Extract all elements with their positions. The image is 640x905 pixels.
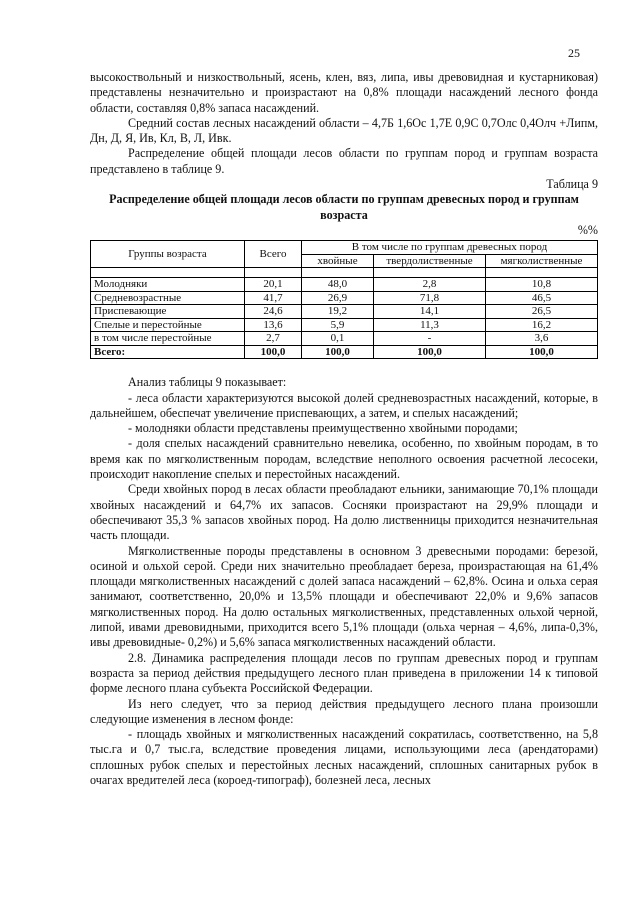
table-row [91, 278, 598, 292]
cell-conifer: 26,9 [302, 291, 374, 305]
cell-conifer: 19,2 [302, 305, 374, 319]
header-hardwood: твердолиственные [374, 254, 486, 268]
cell-softwood: 26,5 [486, 305, 598, 319]
cell-hardwood: 71,8 [374, 291, 486, 305]
row-name: Средневозрастные [91, 291, 245, 305]
row-name: Всего: [91, 345, 245, 359]
cell-softwood: 16,2 [486, 318, 598, 332]
table-row [91, 318, 598, 332]
header-softwood: мягколиственные [486, 254, 598, 268]
header-conifer: хвойные [302, 254, 374, 268]
cell-softwood: 10,8 [486, 278, 598, 292]
paragraph: Из него следует, что за период действия предыдущего лесного плана произошли следующие изменения в лесном фонде: [90, 696, 598, 726]
paragraph: Среди хвойных пород в лесах области преобладают ельники, занимающие 70,1% площади хвойных насаждений и 64,7% их запасов. Сосняки произрастают на 29,9% площади и обеспечивают 35,3 % запасов хвойных пород. На долю лиственницы приходится незначительная часть площади. [90, 482, 598, 543]
table-header-row [91, 241, 598, 255]
cell-total: 24,6 [245, 305, 302, 319]
header-age-group: Группы возраста [91, 241, 245, 268]
row-name: в том числе перестойные [91, 332, 245, 346]
cell-hardwood: 14,1 [374, 305, 486, 319]
row-name: Спелые и перестойные [91, 318, 245, 332]
cell-softwood: 46,5 [486, 291, 598, 305]
paragraph: Распределение общей площади лесов области по группам пород и группам возраста представлено в таблице 9. [90, 146, 598, 176]
paragraph: - площадь хвойных и мягколиственных насаждений сократилась, соответственно, на 5,8 тыс.га и 0,7 тыс.га, вследствие проведения лицами, использующими леса (арендаторами) сплошных рубок спелых и перестойных лесных насаждений, сплошных санитарных рубок в очагах вредителей леса (короед-типограф), болезней леса, лесных [90, 727, 598, 787]
row-name: Молодняки [91, 278, 245, 292]
cell-total: 2,7 [245, 332, 302, 346]
page-number: 25 [568, 46, 580, 60]
paragraph: высокоствольный и низкоствольный, ясень, клен, вяз, липа, ивы древовидная и кустарниковая) представлены незначительно и произрастают на 0,8% площади насаждений лесного фонда области, составляя 0,8% запаса насаждений. [90, 70, 598, 115]
cell-total: 41,7 [245, 291, 302, 305]
table-row [91, 305, 598, 319]
paragraph: - доля спелых насаждений сравнительно невелика, особенно, по хвойным породам, в то время как по мягколиственным породам, вследствие неполного освоения расчетной лесосеки, происходит накопление спелых и перестойных насаждений. [90, 436, 598, 482]
page-body [90, 70, 598, 788]
cell-conifer: 48,0 [302, 278, 374, 292]
cell-conifer: 100,0 [302, 345, 374, 359]
header-including: В том числе по группам древесных пород [302, 241, 598, 255]
paragraph: - молодняки области представлены преимущественно хвойными породами; [128, 421, 518, 436]
cell-hardwood: 2,8 [374, 278, 486, 292]
cell-softwood: 3,6 [486, 332, 598, 346]
row-name: Приспевающие [91, 305, 245, 319]
table-total-row [91, 345, 598, 359]
cell-total: 100,0 [245, 345, 302, 359]
paragraph: Мягколиственные породы представлены в основном 3 древесными породами: березой, осиной и ольхой серой. Среди них значительно преобладает береза, произрастающая на 61,4% площади мягколиственных насаждений с долей запаса насаждений – 62,8%. Осина и ольха серая занимают, соответственно, 20,0% и 13,5% площади и обеспечивают 22,0% и 9,6% запасов мягколиственных пород. На долю остальных мягколиственных, представленных ольхой черной, липой, ивами древовидными, приходится всего 5,1% площади (ольха черная – 4,6%, липа-0,3%, ивы древовидные- 0,2%) и 5,6% запаса мягколиственных насаждений области. [90, 543, 598, 650]
paragraph: Анализ таблицы 9 показывает: [128, 375, 287, 390]
cell-conifer: 5,9 [302, 318, 374, 332]
table-unit: %% [577, 222, 598, 237]
table-title: Распределение общей площади лесов области по группам древесных пород и группам возраста [109, 192, 579, 222]
data-table [90, 240, 598, 359]
cell-hardwood: 100,0 [374, 345, 486, 359]
header-total: Всего [245, 241, 302, 268]
paragraph: 2.8. Динамика распределения площади лесов по группам древесных пород и группам возраста за период действия предыдущего лесного план приведена в приложении 14 к типовой форме лесного плана субъекта Российской Федерации. [90, 650, 598, 696]
table-row [91, 332, 598, 346]
table-row [91, 291, 598, 305]
cell-total: 20,1 [245, 278, 302, 292]
cell-total: 13,6 [245, 318, 302, 332]
cell-softwood: 100,0 [486, 345, 598, 359]
cell-hardwood: - [374, 332, 486, 346]
cell-conifer: 0,1 [302, 332, 374, 346]
cell-hardwood: 11,3 [374, 318, 486, 332]
table-spacer-row [91, 268, 598, 278]
paragraph: - леса области характеризуются высокой долей средневозрастных насаждений, которые, в дальнейшем, обеспечат увеличение приспевающих, а затем, и спелых насаждений; [90, 390, 598, 420]
table-label: Таблица 9 [546, 177, 598, 192]
paragraph: Средний состав лесных насаждений области – 4,7Б 1,6Ос 1,7Е 0,9С 0,7Олс 0,4Олч +Липм, Дн, Д, Я, Ив, Кл, В, Л, Ивк. [90, 115, 598, 146]
